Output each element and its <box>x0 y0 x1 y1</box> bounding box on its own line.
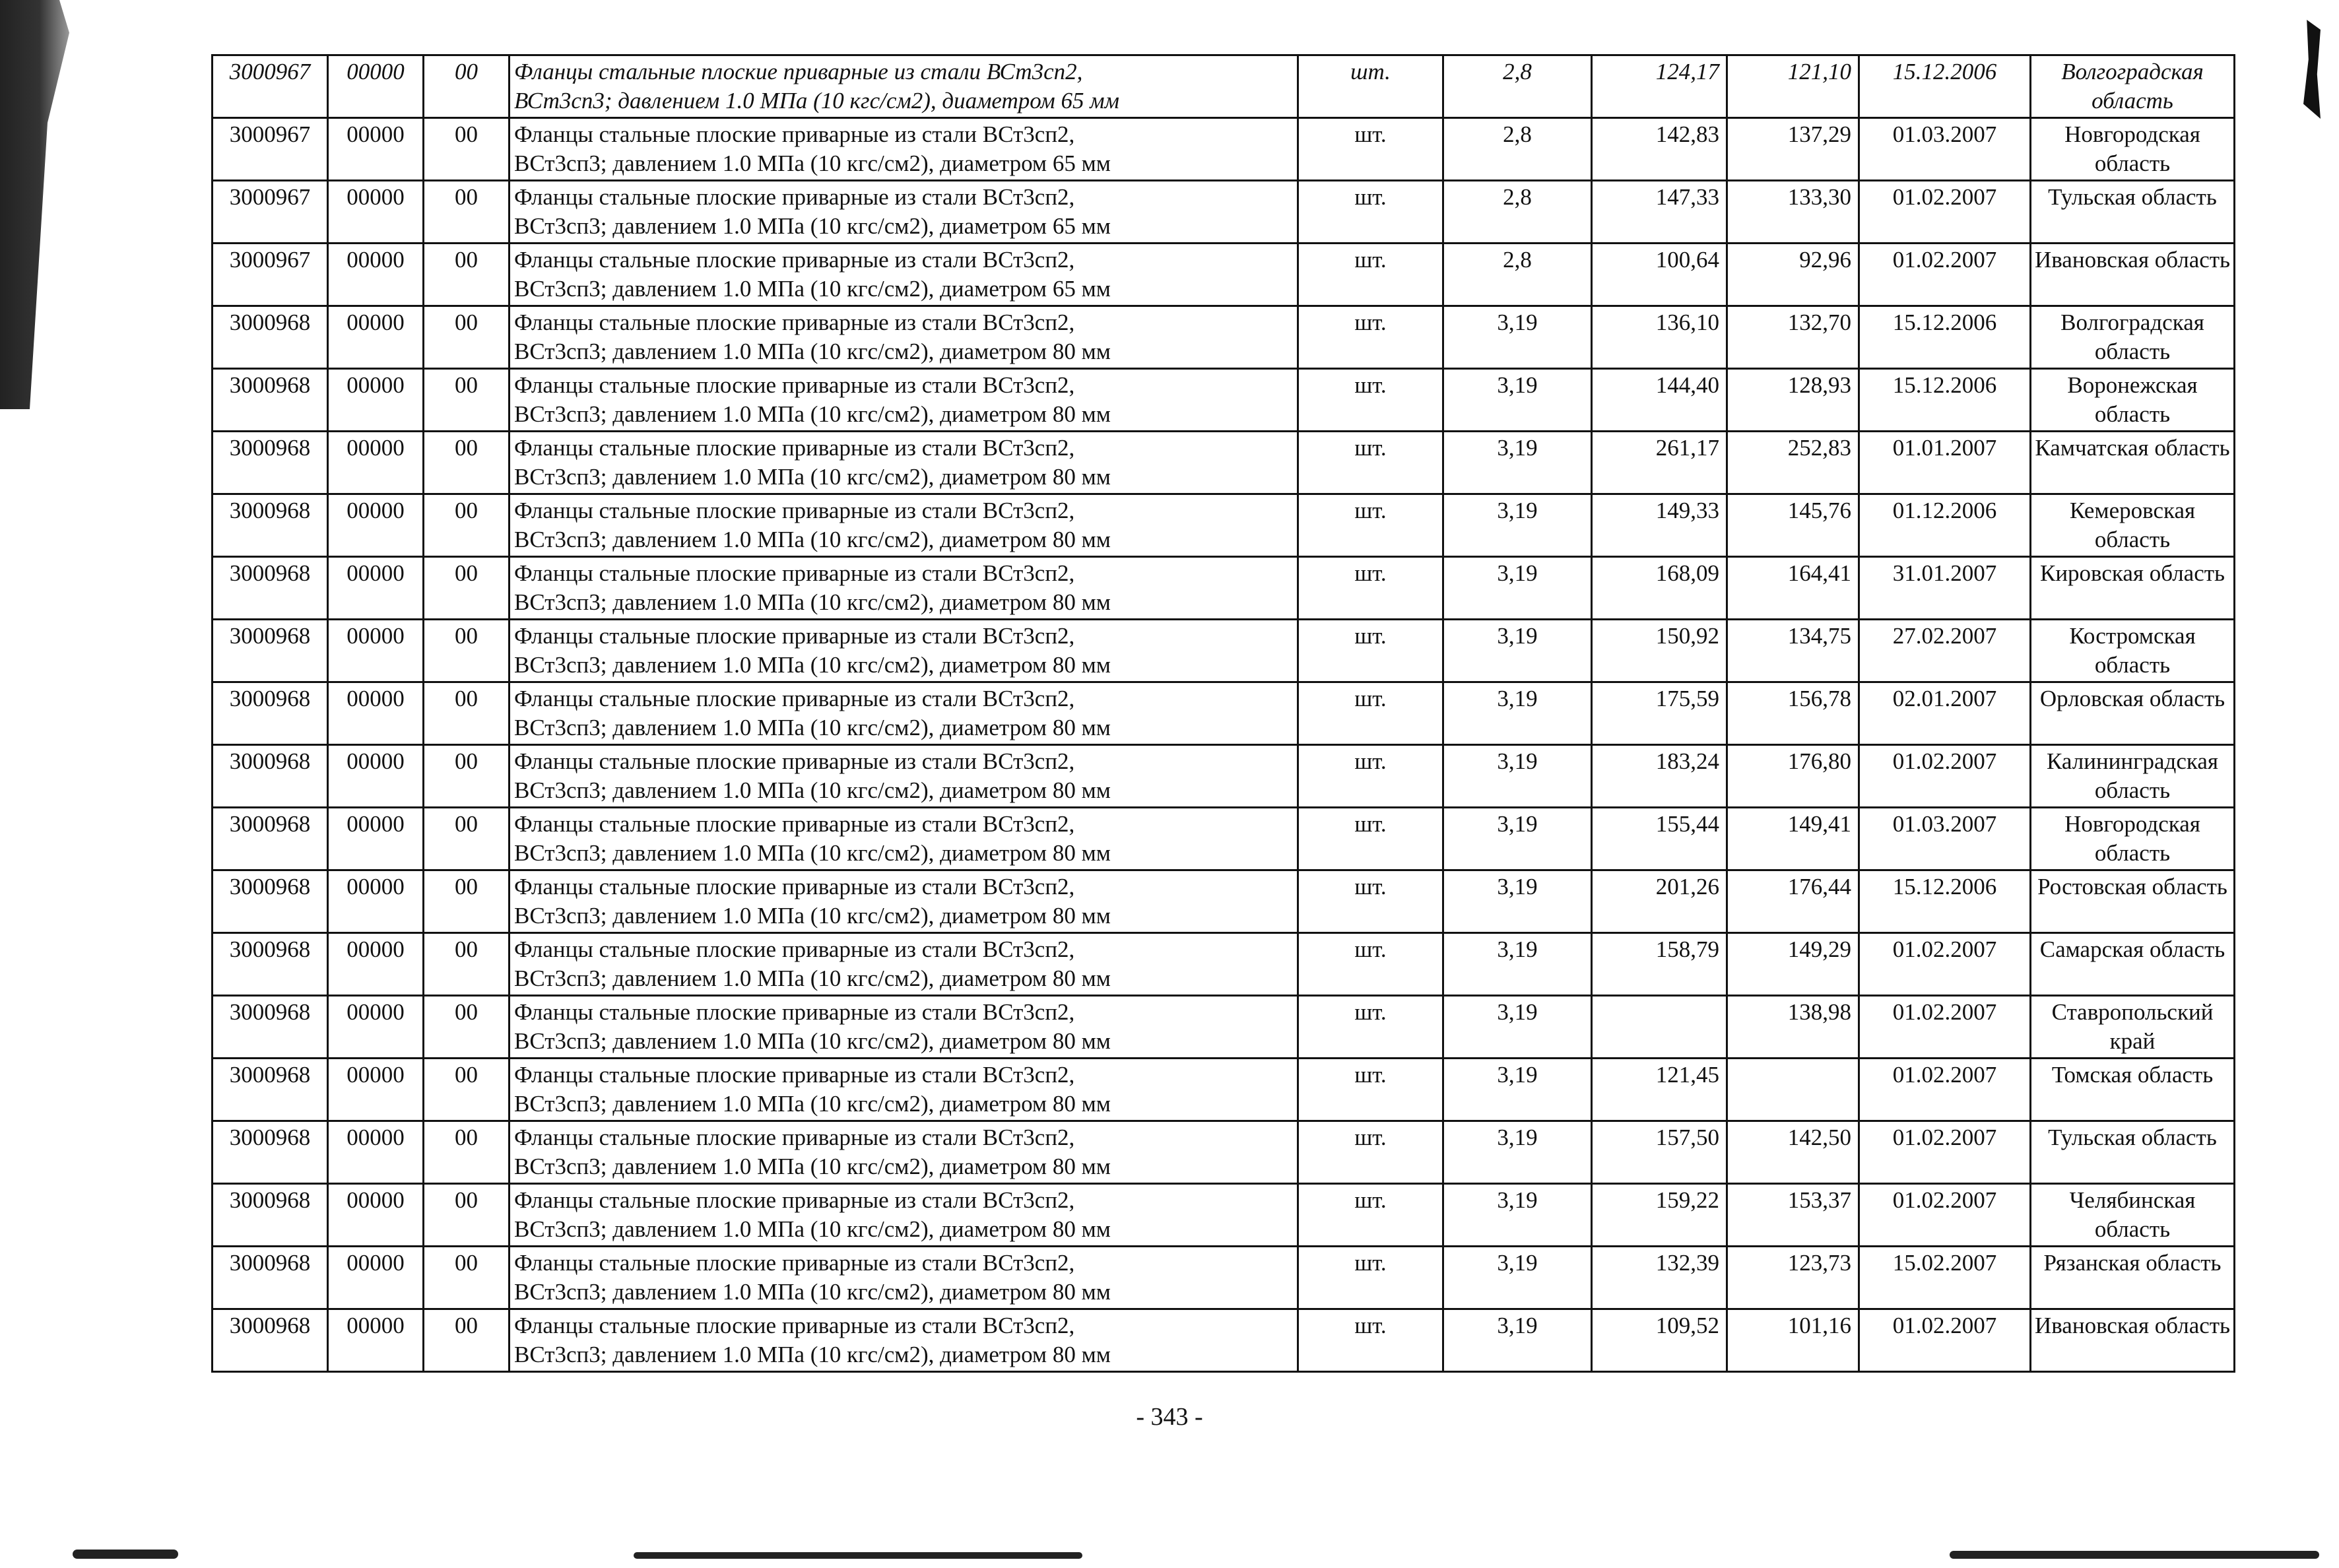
product-name-cell <box>510 244 1298 306</box>
region-cell: Томская область <box>2031 1059 2235 1121</box>
date-cell: 01.02.2007 <box>1859 1309 2031 1372</box>
sub-code-cell: 00000 <box>328 682 424 745</box>
price-2-cell: 134,75 <box>1727 620 1859 682</box>
weight-cell: 2,8 <box>1443 118 1592 181</box>
product-name-line-2: ВСт3сп3; давлением 1.0 МПа (10 кгс/см2), диаметром 80 мм <box>514 401 1111 427</box>
date-cell: 01.02.2007 <box>1859 244 2031 306</box>
price-1-cell: 168,09 <box>1592 557 1727 620</box>
sub-code-2-cell: 00 <box>424 369 510 432</box>
table-row <box>213 432 2235 494</box>
price-1-cell: 132,39 <box>1592 1247 1727 1309</box>
table-row <box>213 557 2235 620</box>
sub-code-cell: 00000 <box>328 432 424 494</box>
price-1-cell: 175,59 <box>1592 682 1727 745</box>
weight-cell: 3,19 <box>1443 1184 1592 1247</box>
table-row <box>213 1059 2235 1121</box>
sub-code-cell: 00000 <box>328 1247 424 1309</box>
product-name-line-2: ВСт3сп3; давлением 1.0 МПа (10 кгс/см2), диаметром 80 мм <box>514 1342 1111 1367</box>
unit-cell: шт. <box>1298 996 1443 1059</box>
region-cell: Самарская область <box>2031 933 2235 996</box>
weight-cell: 3,19 <box>1443 1247 1592 1309</box>
scan-artifact-bottom-right <box>1950 1551 2319 1559</box>
product-name-line-2: ВСт3сп3; давлением 1.0 МПа (10 кгс/см2), диаметром 80 мм <box>514 1216 1111 1242</box>
product-code-cell: 3000968 <box>213 620 328 682</box>
product-name-line-1: Фланцы стальные плоские приварные из стали ВСт3сп2, <box>514 1250 1075 1276</box>
price-1-cell: 100,64 <box>1592 244 1727 306</box>
unit-cell: шт. <box>1298 55 1443 118</box>
price-2-cell: 101,16 <box>1727 1309 1859 1372</box>
sub-code-2-cell: 00 <box>424 996 510 1059</box>
sub-code-2-cell: 00 <box>424 620 510 682</box>
sub-code-cell: 00000 <box>328 55 424 118</box>
price-2-cell: 121,10 <box>1727 55 1859 118</box>
product-name-line-2: ВСт3сп3; давлением 1.0 МПа (10 кгс/см2), диаметром 65 мм <box>514 150 1111 176</box>
region-cell: Тульская область <box>2031 181 2235 244</box>
sub-code-cell: 00000 <box>328 306 424 369</box>
product-code-cell: 3000968 <box>213 1059 328 1121</box>
product-name-line-2: ВСт3сп3; давлением 1.0 МПа (10 кгс/см2), диаметром 80 мм <box>514 652 1111 678</box>
product-name-line-2: ВСт3сп3; давлением 1.0 МПа (10 кгс/см2), диаметром 80 мм <box>514 840 1111 866</box>
product-name-line-1: Фланцы стальные плоские приварные из стали ВСт3сп2, <box>514 560 1075 586</box>
product-name-line-2: ВСт3сп3; давлением 1.0 МПа (10 кгс/см2), диаметром 80 мм <box>514 1028 1111 1054</box>
date-cell: 01.12.2006 <box>1859 494 2031 557</box>
price-2-cell: 133,30 <box>1727 181 1859 244</box>
sub-code-cell: 00000 <box>328 369 424 432</box>
sub-code-2-cell: 00 <box>424 306 510 369</box>
sub-code-cell: 00000 <box>328 996 424 1059</box>
price-2-cell: 153,37 <box>1727 1184 1859 1247</box>
region-cell: Волгоградская область <box>2031 55 2235 118</box>
region-cell: Тульская область <box>2031 1121 2235 1184</box>
weight-cell: 3,19 <box>1443 1059 1592 1121</box>
table-row <box>213 306 2235 369</box>
sub-code-cell: 00000 <box>328 244 424 306</box>
date-cell: 01.03.2007 <box>1859 118 2031 181</box>
date-cell: 01.02.2007 <box>1859 1059 2031 1121</box>
unit-cell: шт. <box>1298 118 1443 181</box>
sub-code-2-cell: 00 <box>424 808 510 870</box>
sub-code-2-cell: 00 <box>424 1247 510 1309</box>
price-1-cell: 183,24 <box>1592 745 1727 808</box>
product-name-cell <box>510 494 1298 557</box>
weight-cell: 3,19 <box>1443 870 1592 933</box>
price-1-cell: 261,17 <box>1592 432 1727 494</box>
product-name-cell <box>510 620 1298 682</box>
unit-cell: шт. <box>1298 1184 1443 1247</box>
table-row <box>213 369 2235 432</box>
price-2-cell: 164,41 <box>1727 557 1859 620</box>
weight-cell: 2,8 <box>1443 181 1592 244</box>
sub-code-2-cell: 00 <box>424 682 510 745</box>
product-name-cell <box>510 682 1298 745</box>
product-name-line-1: Фланцы стальные плоские приварные из стали ВСт3сп2, <box>514 121 1075 147</box>
region-cell: Кемеровская область <box>2031 494 2235 557</box>
sub-code-cell: 00000 <box>328 1059 424 1121</box>
product-name-cell <box>510 369 1298 432</box>
table-row <box>213 181 2235 244</box>
product-name-line-2: ВСт3сп3; давлением 1.0 МПа (10 кгс/см2), диаметром 65 мм <box>514 276 1111 302</box>
product-code-cell: 3000968 <box>213 996 328 1059</box>
region-cell: Ставропольский край <box>2031 996 2235 1059</box>
product-name-line-1: Фланцы стальные плоские приварные из стали ВСт3сп2, <box>514 748 1075 774</box>
price-1-cell: 155,44 <box>1592 808 1727 870</box>
product-code-cell: 3000967 <box>213 181 328 244</box>
sub-code-2-cell: 00 <box>424 1059 510 1121</box>
product-name-line-2: ВСт3сп3; давлением 1.0 МПа (10 кгс/см2), диаметром 80 мм <box>514 903 1111 929</box>
unit-cell: шт. <box>1298 682 1443 745</box>
sub-code-2-cell: 00 <box>424 432 510 494</box>
price-1-cell: 142,83 <box>1592 118 1727 181</box>
product-name-line-2: ВСт3сп3; давлением 1.0 МПа (10 кгс/см2), диаметром 80 мм <box>514 1279 1111 1305</box>
product-name-line-1: Фланцы стальные плоские приварные из стали ВСт3сп2, <box>514 686 1075 711</box>
weight-cell: 3,19 <box>1443 620 1592 682</box>
product-code-cell: 3000968 <box>213 557 328 620</box>
sub-code-cell: 00000 <box>328 870 424 933</box>
weight-cell: 3,19 <box>1443 682 1592 745</box>
product-name-cell <box>510 870 1298 933</box>
table-row <box>213 118 2235 181</box>
region-cell: Кировская область <box>2031 557 2235 620</box>
weight-cell: 3,19 <box>1443 557 1592 620</box>
price-2-cell: 145,76 <box>1727 494 1859 557</box>
price-2-cell: 132,70 <box>1727 306 1859 369</box>
product-code-cell: 3000968 <box>213 808 328 870</box>
product-code-cell: 3000968 <box>213 933 328 996</box>
region-cell: Новгородская область <box>2031 118 2235 181</box>
weight-cell: 3,19 <box>1443 808 1592 870</box>
date-cell: 15.12.2006 <box>1859 870 2031 933</box>
product-name-line-1: Фланцы стальные плоские приварные из стали ВСт3сп2, <box>514 310 1075 335</box>
region-cell: Ивановская область <box>2031 244 2235 306</box>
region-cell: Калининградская область <box>2031 745 2235 808</box>
unit-cell: шт. <box>1298 181 1443 244</box>
date-cell: 01.02.2007 <box>1859 181 2031 244</box>
product-name-cell <box>510 55 1298 118</box>
product-name-line-2: ВСт3сп3; давлением 1.0 МПа (10 кгс/см2), диаметром 80 мм <box>514 464 1111 490</box>
sub-code-2-cell: 00 <box>424 870 510 933</box>
region-cell: Новгородская область <box>2031 808 2235 870</box>
product-name-line-2: ВСт3сп3; давлением 1.0 МПа (10 кгс/см2), диаметром 65 мм <box>514 88 1119 114</box>
scan-mark-right <box>2303 20 2321 119</box>
price-2-cell: 142,50 <box>1727 1121 1859 1184</box>
region-cell: Костромская область <box>2031 620 2235 682</box>
product-code-cell: 3000968 <box>213 870 328 933</box>
date-cell: 01.02.2007 <box>1859 745 2031 808</box>
unit-cell: шт. <box>1298 1309 1443 1372</box>
product-code-cell: 3000968 <box>213 369 328 432</box>
price-1-cell: 144,40 <box>1592 369 1727 432</box>
weight-cell: 3,19 <box>1443 933 1592 996</box>
product-name-cell <box>510 1121 1298 1184</box>
table-row <box>213 933 2235 996</box>
product-code-cell: 3000967 <box>213 244 328 306</box>
product-name-cell <box>510 1059 1298 1121</box>
table-row <box>213 1309 2235 1372</box>
product-name-line-1: Фланцы стальные плоские приварные из стали ВСт3сп2, <box>514 1062 1075 1088</box>
table-row <box>213 620 2235 682</box>
sub-code-cell: 00000 <box>328 808 424 870</box>
sub-code-2-cell: 00 <box>424 745 510 808</box>
date-cell: 31.01.2007 <box>1859 557 2031 620</box>
weight-cell: 2,8 <box>1443 244 1592 306</box>
price-1-cell: 149,33 <box>1592 494 1727 557</box>
price-1-cell: 158,79 <box>1592 933 1727 996</box>
weight-cell: 3,19 <box>1443 745 1592 808</box>
price-2-cell: 128,93 <box>1727 369 1859 432</box>
unit-cell: шт. <box>1298 1059 1443 1121</box>
price-2-cell: 176,80 <box>1727 745 1859 808</box>
product-code-cell: 3000967 <box>213 55 328 118</box>
product-name-line-1: Фланцы стальные плоские приварные из стали ВСт3сп2, <box>514 372 1075 398</box>
unit-cell: шт. <box>1298 1247 1443 1309</box>
product-name-line-2: ВСт3сп3; давлением 1.0 МПа (10 кгс/см2), диаметром 80 мм <box>514 715 1111 740</box>
table-row <box>213 745 2235 808</box>
region-cell: Орловская область <box>2031 682 2235 745</box>
product-name-cell <box>510 1247 1298 1309</box>
product-code-cell: 3000968 <box>213 306 328 369</box>
product-name-cell <box>510 306 1298 369</box>
product-name-cell <box>510 432 1298 494</box>
price-1-cell: 159,22 <box>1592 1184 1727 1247</box>
date-cell: 01.02.2007 <box>1859 1121 2031 1184</box>
unit-cell: шт. <box>1298 369 1443 432</box>
price-2-cell: 156,78 <box>1727 682 1859 745</box>
sub-code-2-cell: 00 <box>424 118 510 181</box>
unit-cell: шт. <box>1298 1121 1443 1184</box>
product-code-cell: 3000967 <box>213 118 328 181</box>
unit-cell: шт. <box>1298 432 1443 494</box>
scan-artifact-bottom-left <box>73 1550 178 1559</box>
unit-cell: шт. <box>1298 494 1443 557</box>
sub-code-cell: 00000 <box>328 118 424 181</box>
price-2-cell: 149,29 <box>1727 933 1859 996</box>
date-cell: 01.03.2007 <box>1859 808 2031 870</box>
product-name-cell <box>510 996 1298 1059</box>
price-2-cell: 176,44 <box>1727 870 1859 933</box>
price-1-cell: 150,92 <box>1592 620 1727 682</box>
weight-cell: 3,19 <box>1443 306 1592 369</box>
table-row <box>213 1247 2235 1309</box>
product-code-cell: 3000968 <box>213 1247 328 1309</box>
product-name-line-2: ВСт3сп3; давлением 1.0 МПа (10 кгс/см2), диаметром 80 мм <box>514 965 1111 991</box>
price-2-cell <box>1727 1059 1859 1121</box>
price-1-cell: 121,45 <box>1592 1059 1727 1121</box>
date-cell: 15.12.2006 <box>1859 55 2031 118</box>
product-name-line-1: Фланцы стальные плоские приварные из стали ВСт3сп2, <box>514 1125 1075 1150</box>
weight-cell: 3,19 <box>1443 432 1592 494</box>
unit-cell: шт. <box>1298 620 1443 682</box>
sub-code-cell: 00000 <box>328 745 424 808</box>
table-row <box>213 494 2235 557</box>
sub-code-2-cell: 00 <box>424 244 510 306</box>
price-2-cell: 137,29 <box>1727 118 1859 181</box>
product-code-cell: 3000968 <box>213 1309 328 1372</box>
weight-cell: 3,19 <box>1443 1121 1592 1184</box>
price-2-cell: 149,41 <box>1727 808 1859 870</box>
unit-cell: шт. <box>1298 244 1443 306</box>
product-name-line-1: Фланцы стальные плоские приварные из стали ВСт3сп2, <box>514 1187 1075 1213</box>
sub-code-2-cell: 00 <box>424 1121 510 1184</box>
product-name-cell <box>510 745 1298 808</box>
product-code-cell: 3000968 <box>213 432 328 494</box>
region-cell: Воронежская область <box>2031 369 2235 432</box>
product-name-line-1: Фланцы стальные плоские приварные из стали ВСт3сп2, <box>514 184 1075 210</box>
scan-artifact-bottom-center <box>634 1552 1082 1559</box>
unit-cell: шт. <box>1298 745 1443 808</box>
product-name-cell <box>510 1309 1298 1372</box>
table-row <box>213 682 2235 745</box>
sub-code-2-cell: 00 <box>424 494 510 557</box>
date-cell: 01.02.2007 <box>1859 996 2031 1059</box>
sub-code-cell: 00000 <box>328 1184 424 1247</box>
price-2-cell: 252,83 <box>1727 432 1859 494</box>
weight-cell: 3,19 <box>1443 996 1592 1059</box>
product-name-line-1: Фланцы стальные плоские приварные из стали ВСт3сп2, <box>514 936 1075 962</box>
price-1-cell: 124,17 <box>1592 55 1727 118</box>
product-name-line-1: Фланцы стальные плоские приварные из стали ВСт3сп2, <box>514 811 1075 837</box>
region-cell: Камчатская область <box>2031 432 2235 494</box>
product-name-line-1: Фланцы стальные плоские приварные из стали ВСт3сп2, <box>514 1313 1075 1338</box>
page-number: - 343 - <box>1136 1403 1203 1431</box>
unit-cell: шт. <box>1298 870 1443 933</box>
price-2-cell: 123,73 <box>1727 1247 1859 1309</box>
price-1-cell: 201,26 <box>1592 870 1727 933</box>
product-name-line-2: ВСт3сп3; давлением 1.0 МПа (10 кгс/см2), диаметром 80 мм <box>514 339 1111 364</box>
product-name-line-1: Фланцы стальные плоские приварные из стали ВСт3сп2, <box>514 999 1075 1025</box>
date-cell: 27.02.2007 <box>1859 620 2031 682</box>
product-name-line-1: Фланцы стальные плоские приварные из стали ВСт3сп2, <box>514 623 1075 649</box>
date-cell: 01.01.2007 <box>1859 432 2031 494</box>
product-name-line-2: ВСт3сп3; давлением 1.0 МПа (10 кгс/см2), диаметром 80 мм <box>514 527 1111 552</box>
region-cell: Ростовская область <box>2031 870 2235 933</box>
price-1-cell: 136,10 <box>1592 306 1727 369</box>
weight-cell: 3,19 <box>1443 1309 1592 1372</box>
table-row <box>213 808 2235 870</box>
sub-code-cell: 00000 <box>328 1121 424 1184</box>
product-name-line-2: ВСт3сп3; давлением 1.0 МПа (10 кгс/см2), диаметром 80 мм <box>514 1154 1111 1179</box>
region-cell: Ивановская область <box>2031 1309 2235 1372</box>
sub-code-2-cell: 00 <box>424 933 510 996</box>
region-cell: Челябинская область <box>2031 1184 2235 1247</box>
table-row <box>213 996 2235 1059</box>
date-cell: 02.01.2007 <box>1859 682 2031 745</box>
product-name-line-1: Фланцы стальные плоские приварные из стали ВСт3сп2, <box>514 498 1075 523</box>
table-row <box>213 55 2235 118</box>
product-name-cell <box>510 118 1298 181</box>
price-1-cell: 147,33 <box>1592 181 1727 244</box>
price-1-cell: 109,52 <box>1592 1309 1727 1372</box>
product-name-cell <box>510 181 1298 244</box>
product-name-line-2: ВСт3сп3; давлением 1.0 МПа (10 кгс/см2), диаметром 80 мм <box>514 589 1111 615</box>
region-cell: Волгоградская область <box>2031 306 2235 369</box>
product-code-cell: 3000968 <box>213 494 328 557</box>
sub-code-2-cell: 00 <box>424 181 510 244</box>
price-1-cell: 157,50 <box>1592 1121 1727 1184</box>
scan-shadow-left <box>0 0 99 409</box>
sub-code-cell: 00000 <box>328 181 424 244</box>
unit-cell: шт. <box>1298 933 1443 996</box>
sub-code-2-cell: 00 <box>424 1184 510 1247</box>
date-cell: 15.12.2006 <box>1859 306 2031 369</box>
product-name-cell <box>510 557 1298 620</box>
sub-code-cell: 00000 <box>328 557 424 620</box>
table-row <box>213 1121 2235 1184</box>
product-name-line-1: Фланцы стальные плоские приварные из стали ВСт3сп2, <box>514 874 1075 899</box>
product-name-line-2: ВСт3сп3; давлением 1.0 МПа (10 кгс/см2), диаметром 80 мм <box>514 1091 1111 1117</box>
sub-code-2-cell: 00 <box>424 55 510 118</box>
date-cell: 15.12.2006 <box>1859 369 2031 432</box>
unit-cell: шт. <box>1298 808 1443 870</box>
table-body <box>213 55 2235 1372</box>
product-code-cell: 3000968 <box>213 1121 328 1184</box>
weight-cell: 3,19 <box>1443 369 1592 432</box>
table-row <box>213 870 2235 933</box>
unit-cell: шт. <box>1298 306 1443 369</box>
product-name-line-1: Фланцы стальные плоские приварные из стали ВСт3сп2, <box>514 59 1083 84</box>
sub-code-cell: 00000 <box>328 620 424 682</box>
product-code-cell: 3000968 <box>213 745 328 808</box>
sub-code-2-cell: 00 <box>424 557 510 620</box>
product-code-cell: 3000968 <box>213 682 328 745</box>
sub-code-cell: 00000 <box>328 494 424 557</box>
product-name-line-1: Фланцы стальные плоские приварные из стали ВСт3сп2, <box>514 435 1075 461</box>
date-cell: 01.02.2007 <box>1859 1184 2031 1247</box>
product-name-line-2: ВСт3сп3; давлением 1.0 МПа (10 кгс/см2), диаметром 80 мм <box>514 777 1111 803</box>
date-cell: 01.02.2007 <box>1859 933 2031 996</box>
weight-cell: 2,8 <box>1443 55 1592 118</box>
price-table <box>211 54 2235 1373</box>
product-name-cell <box>510 933 1298 996</box>
unit-cell: шт. <box>1298 557 1443 620</box>
product-name-cell <box>510 1184 1298 1247</box>
date-cell: 15.02.2007 <box>1859 1247 2031 1309</box>
region-cell: Рязанская область <box>2031 1247 2235 1309</box>
table-row <box>213 244 2235 306</box>
sub-code-cell: 00000 <box>328 933 424 996</box>
product-code-cell: 3000968 <box>213 1184 328 1247</box>
price-2-cell: 138,98 <box>1727 996 1859 1059</box>
product-name-cell <box>510 808 1298 870</box>
sub-code-cell: 00000 <box>328 1309 424 1372</box>
table-row <box>213 1184 2235 1247</box>
price-2-cell: 92,96 <box>1727 244 1859 306</box>
product-name-line-1: Фланцы стальные плоские приварные из стали ВСт3сп2, <box>514 247 1075 273</box>
price-1-cell <box>1592 996 1727 1059</box>
product-name-line-2: ВСт3сп3; давлением 1.0 МПа (10 кгс/см2), диаметром 65 мм <box>514 213 1111 239</box>
sub-code-2-cell: 00 <box>424 1309 510 1372</box>
weight-cell: 3,19 <box>1443 494 1592 557</box>
